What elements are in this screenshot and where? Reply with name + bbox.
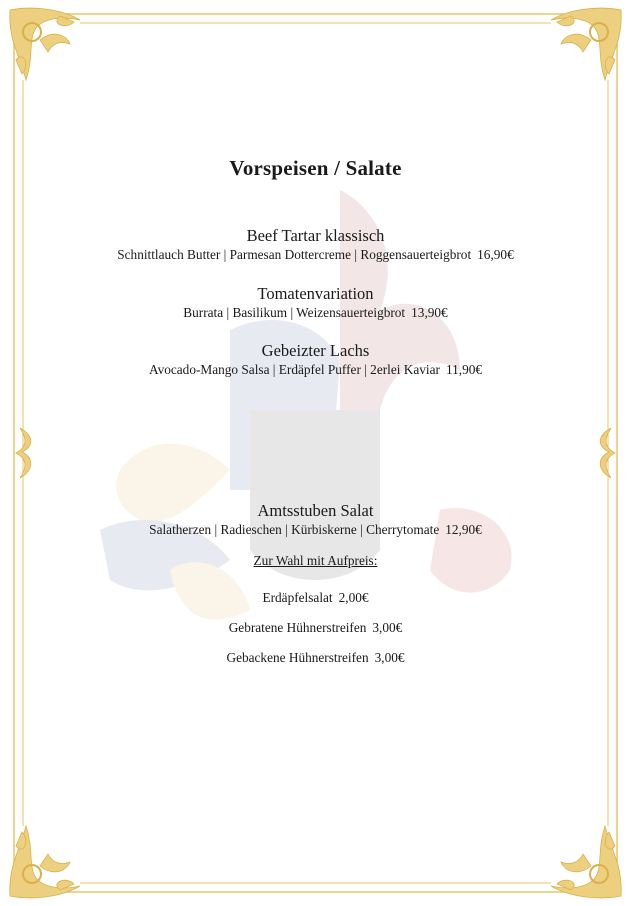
corner-ornament-bottom-right [551,826,621,898]
dish-price: 11,90€ [445,362,483,377]
dish-description [0,304,631,322]
extra-name: Erdäpfelsalat [262,590,333,605]
dish-name: Beef Tartar klassisch [246,226,385,245]
extra-price: 3,00€ [374,650,405,665]
corner-ornament-top-left [10,8,80,80]
extra-option [0,650,631,666]
corner-ornament-top-right [551,8,621,80]
dish-name: Gebeizter Lachs [261,341,370,360]
extra-price: 2,00€ [338,590,369,605]
dish-price: 13,90€ [411,305,448,320]
dish-description [0,361,631,379]
dish-description [0,521,631,539]
surcharge-heading: Zur Wahl mit Aufpreis: [253,553,378,568]
extra-option [0,620,631,636]
dish-tomatenvariation [0,284,631,322]
dish-description-text: Burrata | Basilikum | Weizensauerteigbrot [183,305,406,320]
dish-name: Tomatenvariation [257,284,374,303]
extra-option [0,590,631,606]
dish-description-text: Salatherzen | Radieschen | Kürbiskerne | Cherrytomate [149,522,440,537]
dish-amtsstuben-salat [0,501,631,539]
dish-description-text: Schnittlauch Butter | Parmesan Dottercreme | Roggensauerteigbrot [117,247,472,262]
dish-beef-tartar [0,226,631,264]
extra-price: 3,00€ [372,620,403,635]
extra-name: Gebratene Hühnerstreifen [228,620,367,635]
dish-price: 12,90€ [445,522,482,537]
dish-price: 16,90€ [477,247,514,262]
dish-description-text: Avocado-Mango Salsa | Erdäpfel Puffer | 2erlei Kaviar [148,362,440,377]
dish-description [0,246,631,264]
page-title: Vorspeisen / Salate [229,156,402,180]
dish-name: Amtsstuben Salat [257,501,374,520]
extra-name: Gebackene Hühnerstreifen [226,650,369,665]
dish-gebeizter-lachs [0,341,631,379]
corner-ornament-bottom-left [10,826,80,898]
